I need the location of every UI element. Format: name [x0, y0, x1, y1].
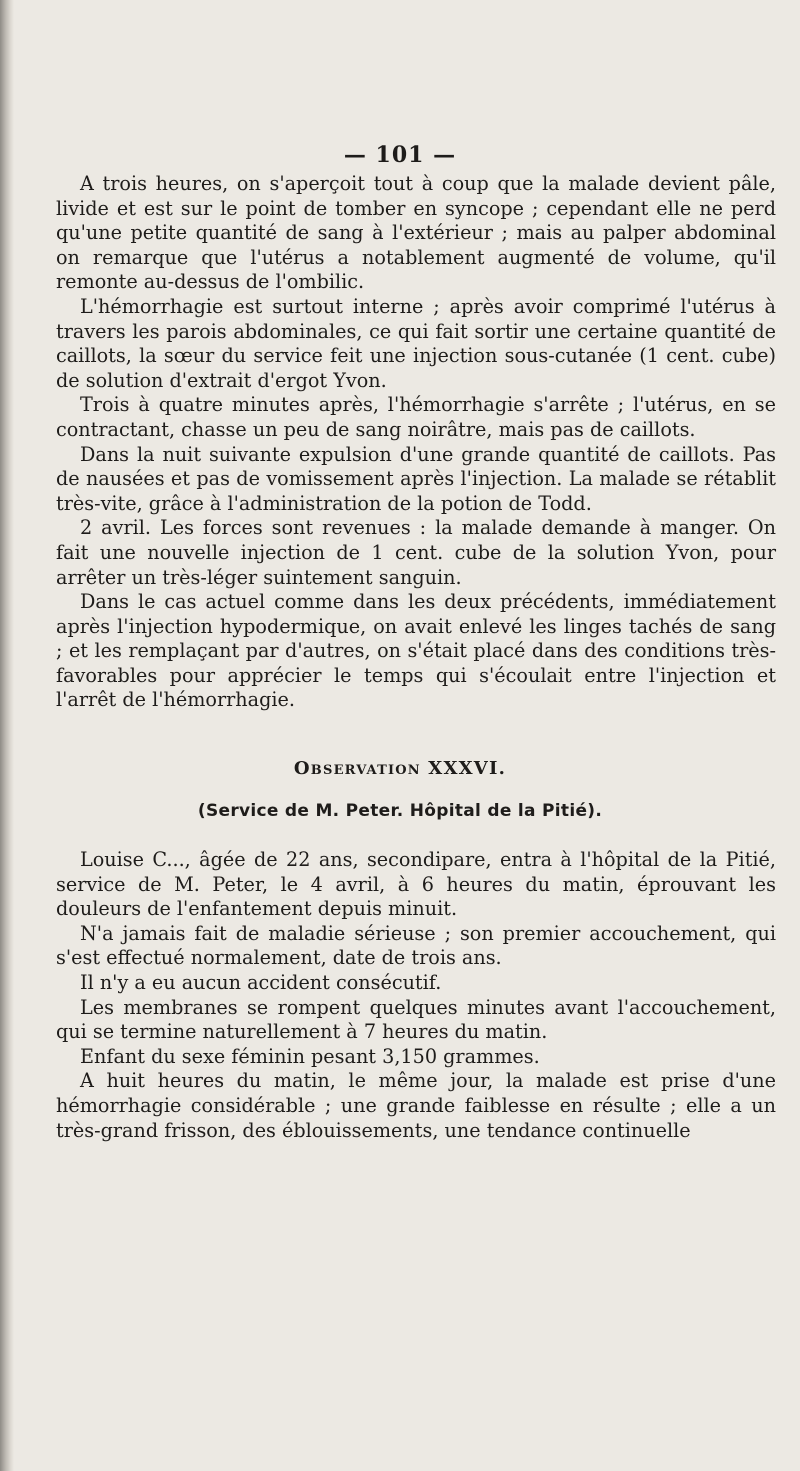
- paragraph: L'hémorrhagie est surtout interne ; après avoir comprimé l'utérus à travers les parois abdominales, ce qui fait sortir une certaine quantité de caillots, la sœur du service feit une injection sous-cutanée (1 cent. cube) de solution d'extrait d'ergot Yvon.: [56, 294, 776, 392]
- text-block-upper: [56, 172, 776, 713]
- paragraph: Il n'y a eu aucun accident consécutif.: [80, 970, 442, 994]
- text-block-lower: [56, 848, 776, 1143]
- paragraph: Enfant du sexe féminin pesant 3,150 grammes.: [80, 1044, 540, 1068]
- observation-title: Observation XXXVI.: [293, 758, 507, 779]
- paragraph: Trois à quatre minutes après, l'hémorrhagie s'arrête ; l'utérus, en se contractant, chasse un peu de sang noirâtre, mais pas de caillots.: [56, 393, 776, 441]
- paragraph: A huit heures du matin, le même jour, la malade est prise d'une hémorrhagie considérable ; une grande faiblesse en résulte ; elle a un très-grand frisson, des éblouissements, une tendance continuelle: [56, 1069, 776, 1142]
- paragraph: N'a jamais fait de maladie sérieuse ; son premier accouchement, qui s'est effectué normalement, date de trois ans.: [56, 921, 776, 970]
- page-number: — 101 —: [343, 142, 457, 168]
- paragraph: Louise C..., âgée de 22 ans, secondipare, entra à l'hôpital de la Pitié, service de M. Peter, le 4 avril, à 6 heures du matin, éprouvant les douleurs de l'enfantement depuis minuit.: [56, 848, 776, 921]
- observation-subtitle: (Service de M. Peter. Hôpital de la Pitié).: [197, 801, 603, 821]
- paragraph: 2 avril. Les forces sont revenues : la malade demande à manger. On fait une nouvelle injection de 1 cent. cube de la solution Yvon, pour arrêter un très-léger suintement sanguin.: [56, 516, 776, 589]
- paragraph: A trois heures, on s'aperçoit tout à coup que la malade devient pâle, livide et est sur le point de tomber en syncope ; cependant elle ne perd qu'une petite quantité de sang à l'extérieur ; mais au palper abdominal on remarque que l'utérus a notablement augmenté de volume, qu'il remonte au-dessus de l'ombilic.: [56, 172, 776, 294]
- paragraph: Les membranes se rompent quelques minutes avant l'accouchement, qui se termine naturellement à 7 heures du matin.: [56, 995, 776, 1044]
- paragraph: Dans la nuit suivante expulsion d'une grande quantité de caillots. Pas de nausées et pas de vomissement après l'injection. La malade se rétablit très-vite, grâce à l'administration de la potion de Todd.: [56, 442, 776, 515]
- paragraph: Dans le cas actuel comme dans les deux précédents, immédiatement après l'injection hypodermique, on avait enlevé les linges tachés de sang ; et les remplaçant par d'autres, on s'était placé dans des conditions très-favorables pour apprécier le temps qui s'écoulait entre l'injection et l'arrêt de l'hémorrhagie.: [56, 590, 776, 712]
